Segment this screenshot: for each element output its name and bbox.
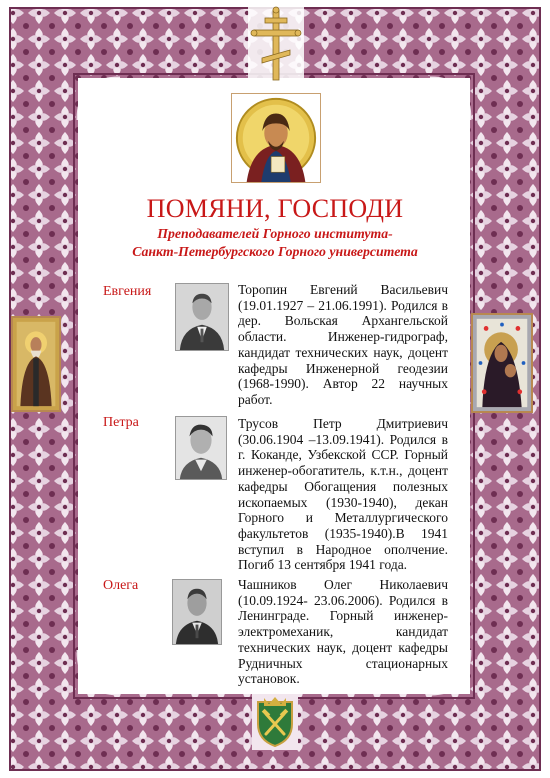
page-title: ПОМЯНИ, ГОСПОДИ <box>146 194 404 223</box>
portrait-photo <box>175 416 227 480</box>
entry-name: Петра <box>103 415 139 430</box>
portrait-photo <box>175 283 229 351</box>
entry-name: Евгения <box>103 284 152 299</box>
theotokos-icon-image <box>471 313 533 413</box>
entry-bio: Чашников Олег Николаевич (10.09.1924- 23.06.2006). Родился в Ленинграде. Горный инженер-электромеханик, кандидат технических наук, доцент кафедры Рудничных стационарных установок. <box>238 577 448 687</box>
entry-bio: Торопин Евгений Васильевич (19.01.1927 – 21.06.1991). Родился в дер. Вольская Архангельской области. Инженер-гидрограф, кандидат технических наук, доцент кафедры Инженерной геодезии (1968-1990). Автор 22 научных работ. <box>238 282 448 407</box>
christ-icon-image <box>231 93 321 183</box>
portrait-photo <box>172 579 222 645</box>
mining-university-emblem-icon <box>252 694 298 750</box>
entry-name: Олега <box>103 578 139 593</box>
subtitle-line-2: Санкт-Петербургского Горного университета <box>132 244 418 259</box>
subtitle-line-1: Преподавателей Горного института- <box>157 226 393 241</box>
page-subtitle <box>0 225 550 261</box>
saint-icon-image <box>11 316 61 412</box>
orthodox-cross-icon <box>248 6 304 84</box>
entry-bio: Трусов Петр Дмитриевич (30.06.1904 –13.09.1941). Родился в г. Коканде, Узбекской ССР. Горный инженер-обогатитель, к.т.н., доцент кафедры Обогащения полезных ископаемых (1930-1940), декан Горного и Металлургического факультетов (1935-1940).В 1941 вступил в Народное ополчение. Погиб 13 сентября 1941 года. <box>238 416 448 573</box>
